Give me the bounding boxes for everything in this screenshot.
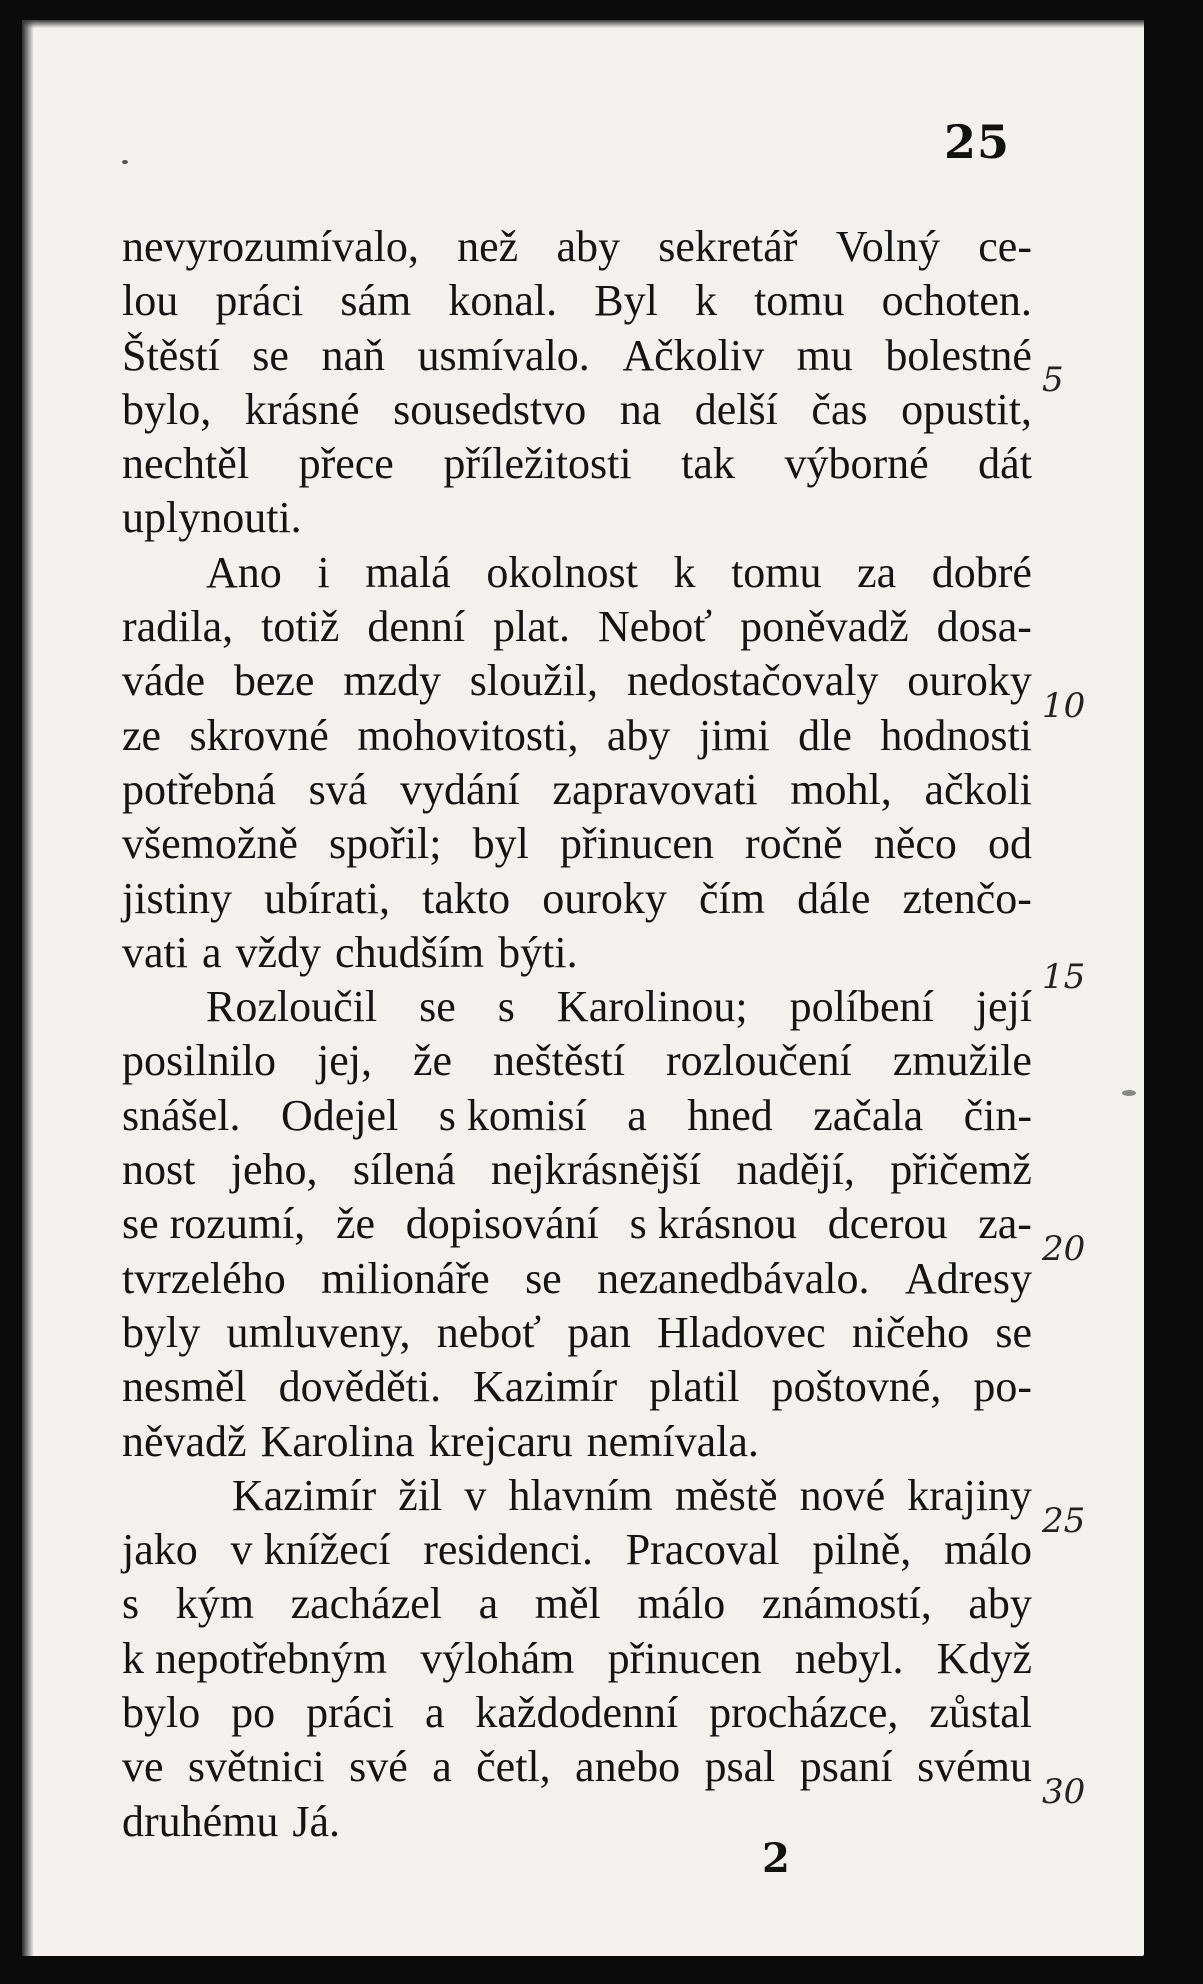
text-line <box>122 1577 1032 1631</box>
margin-line-number-10: 10 <box>1042 686 1086 726</box>
word: od <box>988 819 1032 869</box>
word: platil <box>649 1362 740 1412</box>
word: procházce, <box>709 1688 899 1738</box>
word: že <box>336 1199 376 1249</box>
word: lou <box>122 276 179 326</box>
word: hodnosti <box>880 710 1032 760</box>
word: se <box>419 982 456 1032</box>
margin-line-number-25: 25 <box>1042 1501 1086 1541</box>
word: posilnilo <box>122 1036 277 1086</box>
text-line <box>122 1795 1032 1849</box>
word: neboť <box>436 1307 542 1357</box>
word: práci <box>306 1688 395 1738</box>
word: ačkoli <box>924 764 1032 814</box>
page-number: 25 <box>943 115 1010 169</box>
text-line <box>122 1143 1032 1197</box>
word: Hladovec <box>657 1307 826 1357</box>
word: se <box>995 1307 1032 1357</box>
word: Volný <box>835 222 941 271</box>
word: totiž <box>261 602 340 652</box>
word: byl <box>472 819 529 869</box>
word: bolestné <box>885 330 1032 380</box>
text-line <box>122 1415 1032 1469</box>
word: Když <box>936 1633 1032 1683</box>
word: pilně, <box>812 1525 912 1575</box>
text-line <box>122 329 1032 383</box>
word: své <box>349 1742 408 1792</box>
text-line <box>122 274 1032 328</box>
word: sousedstvo <box>393 384 587 434</box>
text-line <box>122 600 1032 654</box>
word: a <box>424 1688 445 1738</box>
word: jeho, <box>230 1145 318 1195</box>
word: Kazimír <box>232 1470 377 1520</box>
word: aby <box>968 1579 1032 1629</box>
word: četl, <box>476 1742 551 1792</box>
text-line <box>122 1740 1032 1794</box>
word: svému <box>917 1742 1032 1792</box>
word: něvadž <box>122 1416 247 1466</box>
word: k <box>673 547 696 597</box>
word: něco <box>873 819 957 869</box>
word: anebo <box>575 1742 681 1792</box>
word: konal. <box>448 276 558 326</box>
text-line <box>122 1089 1032 1143</box>
word: se rozumí, <box>122 1199 306 1249</box>
word: býti. <box>498 927 578 977</box>
text-line <box>122 1306 1032 1360</box>
word: vati <box>122 927 188 977</box>
margin-line-number-15: 15 <box>1042 957 1086 997</box>
word: než <box>457 222 519 271</box>
word: pan <box>567 1307 631 1357</box>
text-line <box>122 980 1032 1034</box>
word: nemívala. <box>586 1416 759 1466</box>
word: neštěstí <box>493 1036 626 1086</box>
word: nedostačovaly <box>626 656 879 706</box>
text-line <box>122 1469 1032 1523</box>
word: jimi <box>698 710 770 760</box>
word: poněvadž <box>740 602 909 652</box>
word: výlohám <box>420 1633 575 1683</box>
text-line <box>122 1197 1032 1251</box>
word: vydání <box>399 764 520 814</box>
word: ročně <box>745 819 843 869</box>
text-line <box>122 817 1032 871</box>
word: za <box>857 547 897 597</box>
word: sloužil, <box>469 656 599 706</box>
word: městě <box>674 1470 778 1520</box>
word: snášel. <box>122 1090 241 1140</box>
text-line <box>122 1360 1032 1414</box>
text-line <box>122 763 1032 817</box>
word: tak <box>681 439 735 489</box>
word: milionáře <box>321 1253 490 1303</box>
word: sekretář <box>658 222 798 271</box>
word: ouroky <box>907 656 1032 706</box>
word: okolnost <box>486 547 638 597</box>
word: byly <box>122 1307 201 1357</box>
word: po- <box>973 1362 1032 1412</box>
word: s <box>122 1579 140 1629</box>
word: bylo, <box>122 384 212 434</box>
word: ve <box>122 1742 164 1792</box>
word: čím <box>698 873 765 923</box>
word: Ačkoliv <box>622 330 765 380</box>
word: s krásnou <box>629 1199 798 1249</box>
word: tvrzelého <box>122 1253 286 1303</box>
word: takto <box>422 873 511 923</box>
word: se <box>525 1253 562 1303</box>
word: sílená <box>352 1145 456 1195</box>
text-line <box>122 1523 1032 1577</box>
word: na <box>619 384 662 434</box>
word: nechtěl <box>122 439 250 489</box>
word: umluveny, <box>226 1307 411 1357</box>
word: a <box>432 1742 452 1792</box>
word: malá <box>365 547 451 597</box>
word: světnici <box>187 1742 325 1792</box>
text-line <box>122 1034 1032 1088</box>
text-line <box>122 654 1032 708</box>
word: Neboť <box>598 602 713 652</box>
word: dobré <box>931 547 1032 597</box>
word: tomu <box>731 547 822 597</box>
word: a <box>627 1090 647 1140</box>
word: ce- <box>978 222 1032 271</box>
book-page <box>22 20 1144 1956</box>
word: přinucen <box>607 1633 762 1683</box>
word: nadějí, <box>736 1145 855 1195</box>
word: dát <box>978 439 1032 489</box>
word: žil <box>398 1470 443 1520</box>
word: že <box>412 1036 453 1086</box>
word: radila, <box>122 602 234 652</box>
word: s <box>497 982 515 1032</box>
word: nevyrozumívalo, <box>122 222 419 271</box>
page-edge-shadow-left <box>22 20 34 1956</box>
word: bylo <box>122 1688 201 1738</box>
word: ze <box>122 710 162 760</box>
word: přičemž <box>890 1145 1032 1195</box>
word: ničeho <box>851 1307 970 1357</box>
word: Odejel <box>281 1090 399 1140</box>
word: dle <box>798 710 852 760</box>
word: mohovitosti, <box>357 710 579 760</box>
word: výborné <box>784 439 929 489</box>
word: jej, <box>317 1036 372 1086</box>
word: a <box>201 927 222 977</box>
word: nesměl <box>122 1362 247 1412</box>
word: práci <box>215 276 304 326</box>
word: k <box>694 276 717 326</box>
word: a <box>478 1579 499 1629</box>
word: váde <box>122 656 206 706</box>
text-line <box>122 1252 1032 1306</box>
word: přinucen <box>559 819 714 869</box>
print-speck <box>122 160 128 164</box>
word: spořil; <box>329 819 442 869</box>
word: svá <box>308 764 368 814</box>
text-line <box>122 1686 1032 1740</box>
text-line <box>122 546 1032 600</box>
word: měl <box>534 1579 601 1629</box>
word: mohl, <box>790 764 892 814</box>
word: dověděti. <box>278 1362 442 1412</box>
word: každodenní <box>475 1688 679 1738</box>
word: s komisí <box>438 1090 587 1140</box>
word: mu <box>796 330 853 380</box>
word: zůstal <box>929 1688 1032 1738</box>
word: nezanedbávalo. <box>597 1253 870 1303</box>
text-line <box>122 872 1032 926</box>
word: krajiny <box>907 1470 1032 1520</box>
word: opustit, <box>901 384 1032 434</box>
word: ouroky <box>542 873 667 923</box>
word: sám <box>340 276 412 326</box>
word: Ano <box>206 547 282 597</box>
word: její <box>975 982 1032 1032</box>
word: usmívalo. <box>417 330 590 380</box>
word: všemožně <box>122 819 298 869</box>
word: dcerou <box>827 1199 948 1249</box>
word: známostí, <box>761 1579 932 1629</box>
word: Adresy <box>904 1253 1032 1303</box>
word: rozloučení <box>666 1036 852 1086</box>
word: zacházel <box>290 1579 442 1629</box>
word: čin- <box>963 1090 1032 1140</box>
word: vždy <box>235 927 322 977</box>
word: dopisování <box>405 1199 599 1249</box>
body-text <box>122 220 1032 1849</box>
word: denní <box>367 602 466 652</box>
word: hned <box>687 1090 773 1140</box>
word: nebyl. <box>794 1633 904 1683</box>
word: přece <box>298 439 394 489</box>
word: v <box>464 1470 487 1520</box>
word: delší <box>694 384 778 434</box>
word: Karolina <box>260 1416 415 1466</box>
word: psal <box>704 1742 776 1792</box>
word: chudším <box>335 927 485 977</box>
word: beze <box>233 656 315 706</box>
word: Karolinou; <box>556 982 748 1032</box>
word: Já. <box>292 1796 341 1846</box>
word: mzdy <box>343 656 441 706</box>
word: Štěstí <box>122 330 220 380</box>
word: po <box>231 1688 276 1738</box>
word: ubírati, <box>264 873 390 923</box>
word: zmužile <box>892 1036 1032 1086</box>
print-speck <box>1122 1090 1136 1096</box>
word: nost <box>122 1145 196 1195</box>
margin-line-number-30: 30 <box>1042 1772 1086 1812</box>
margin-line-number-20: 20 <box>1042 1229 1086 1269</box>
word: v knížecí <box>230 1525 391 1575</box>
word: k nepotřebným <box>122 1633 388 1683</box>
word: aby <box>606 710 671 760</box>
word: za- <box>978 1199 1032 1249</box>
word: dosa- <box>936 602 1032 652</box>
page-edge-shadow-top <box>22 20 1144 28</box>
word: kým <box>175 1579 254 1629</box>
word: poštovné, <box>771 1362 942 1412</box>
word: Byl <box>594 276 658 326</box>
word: ztenčo- <box>902 873 1032 923</box>
text-line <box>122 1632 1032 1686</box>
word: Kazimír <box>473 1362 618 1412</box>
word: nové <box>799 1470 886 1520</box>
word: plat. <box>493 602 571 652</box>
word: druhému <box>122 1796 279 1846</box>
word: zapravovati <box>552 764 758 814</box>
word: aby <box>556 222 620 271</box>
text-line <box>122 437 1032 491</box>
word: Rozloučil <box>206 982 378 1032</box>
word: málo <box>943 1525 1032 1575</box>
word: dále <box>797 873 871 923</box>
signature-mark: 2 <box>762 1835 790 1882</box>
word: začala <box>813 1090 924 1140</box>
word: málo <box>637 1579 726 1629</box>
word: se <box>252 330 289 380</box>
word: psaní <box>799 1742 893 1792</box>
word: Pracoval <box>625 1525 780 1575</box>
word: skrovné <box>189 710 329 760</box>
word: krejcaru <box>428 1416 573 1466</box>
word: políbení <box>789 982 934 1032</box>
word: hlavním <box>508 1470 653 1520</box>
word: uplynouti. <box>122 493 302 543</box>
word: krásné <box>244 384 360 434</box>
text-line <box>122 709 1032 763</box>
word: čas <box>811 384 868 434</box>
text-line <box>122 220 1032 274</box>
word: tomu <box>754 276 845 326</box>
margin-line-number-5: 5 <box>1042 360 1064 400</box>
word: jistiny <box>122 873 233 923</box>
text-line <box>122 383 1032 437</box>
word: jako <box>122 1525 198 1575</box>
word: residenci. <box>423 1525 593 1575</box>
word: příležitosti <box>443 439 632 489</box>
word: ochoten. <box>881 276 1032 326</box>
word: i <box>317 547 330 597</box>
text-line <box>122 491 1032 545</box>
text-line <box>122 926 1032 980</box>
word: naň <box>321 330 385 380</box>
word: potřebná <box>122 764 276 814</box>
word: nejkrásnější <box>490 1145 702 1195</box>
